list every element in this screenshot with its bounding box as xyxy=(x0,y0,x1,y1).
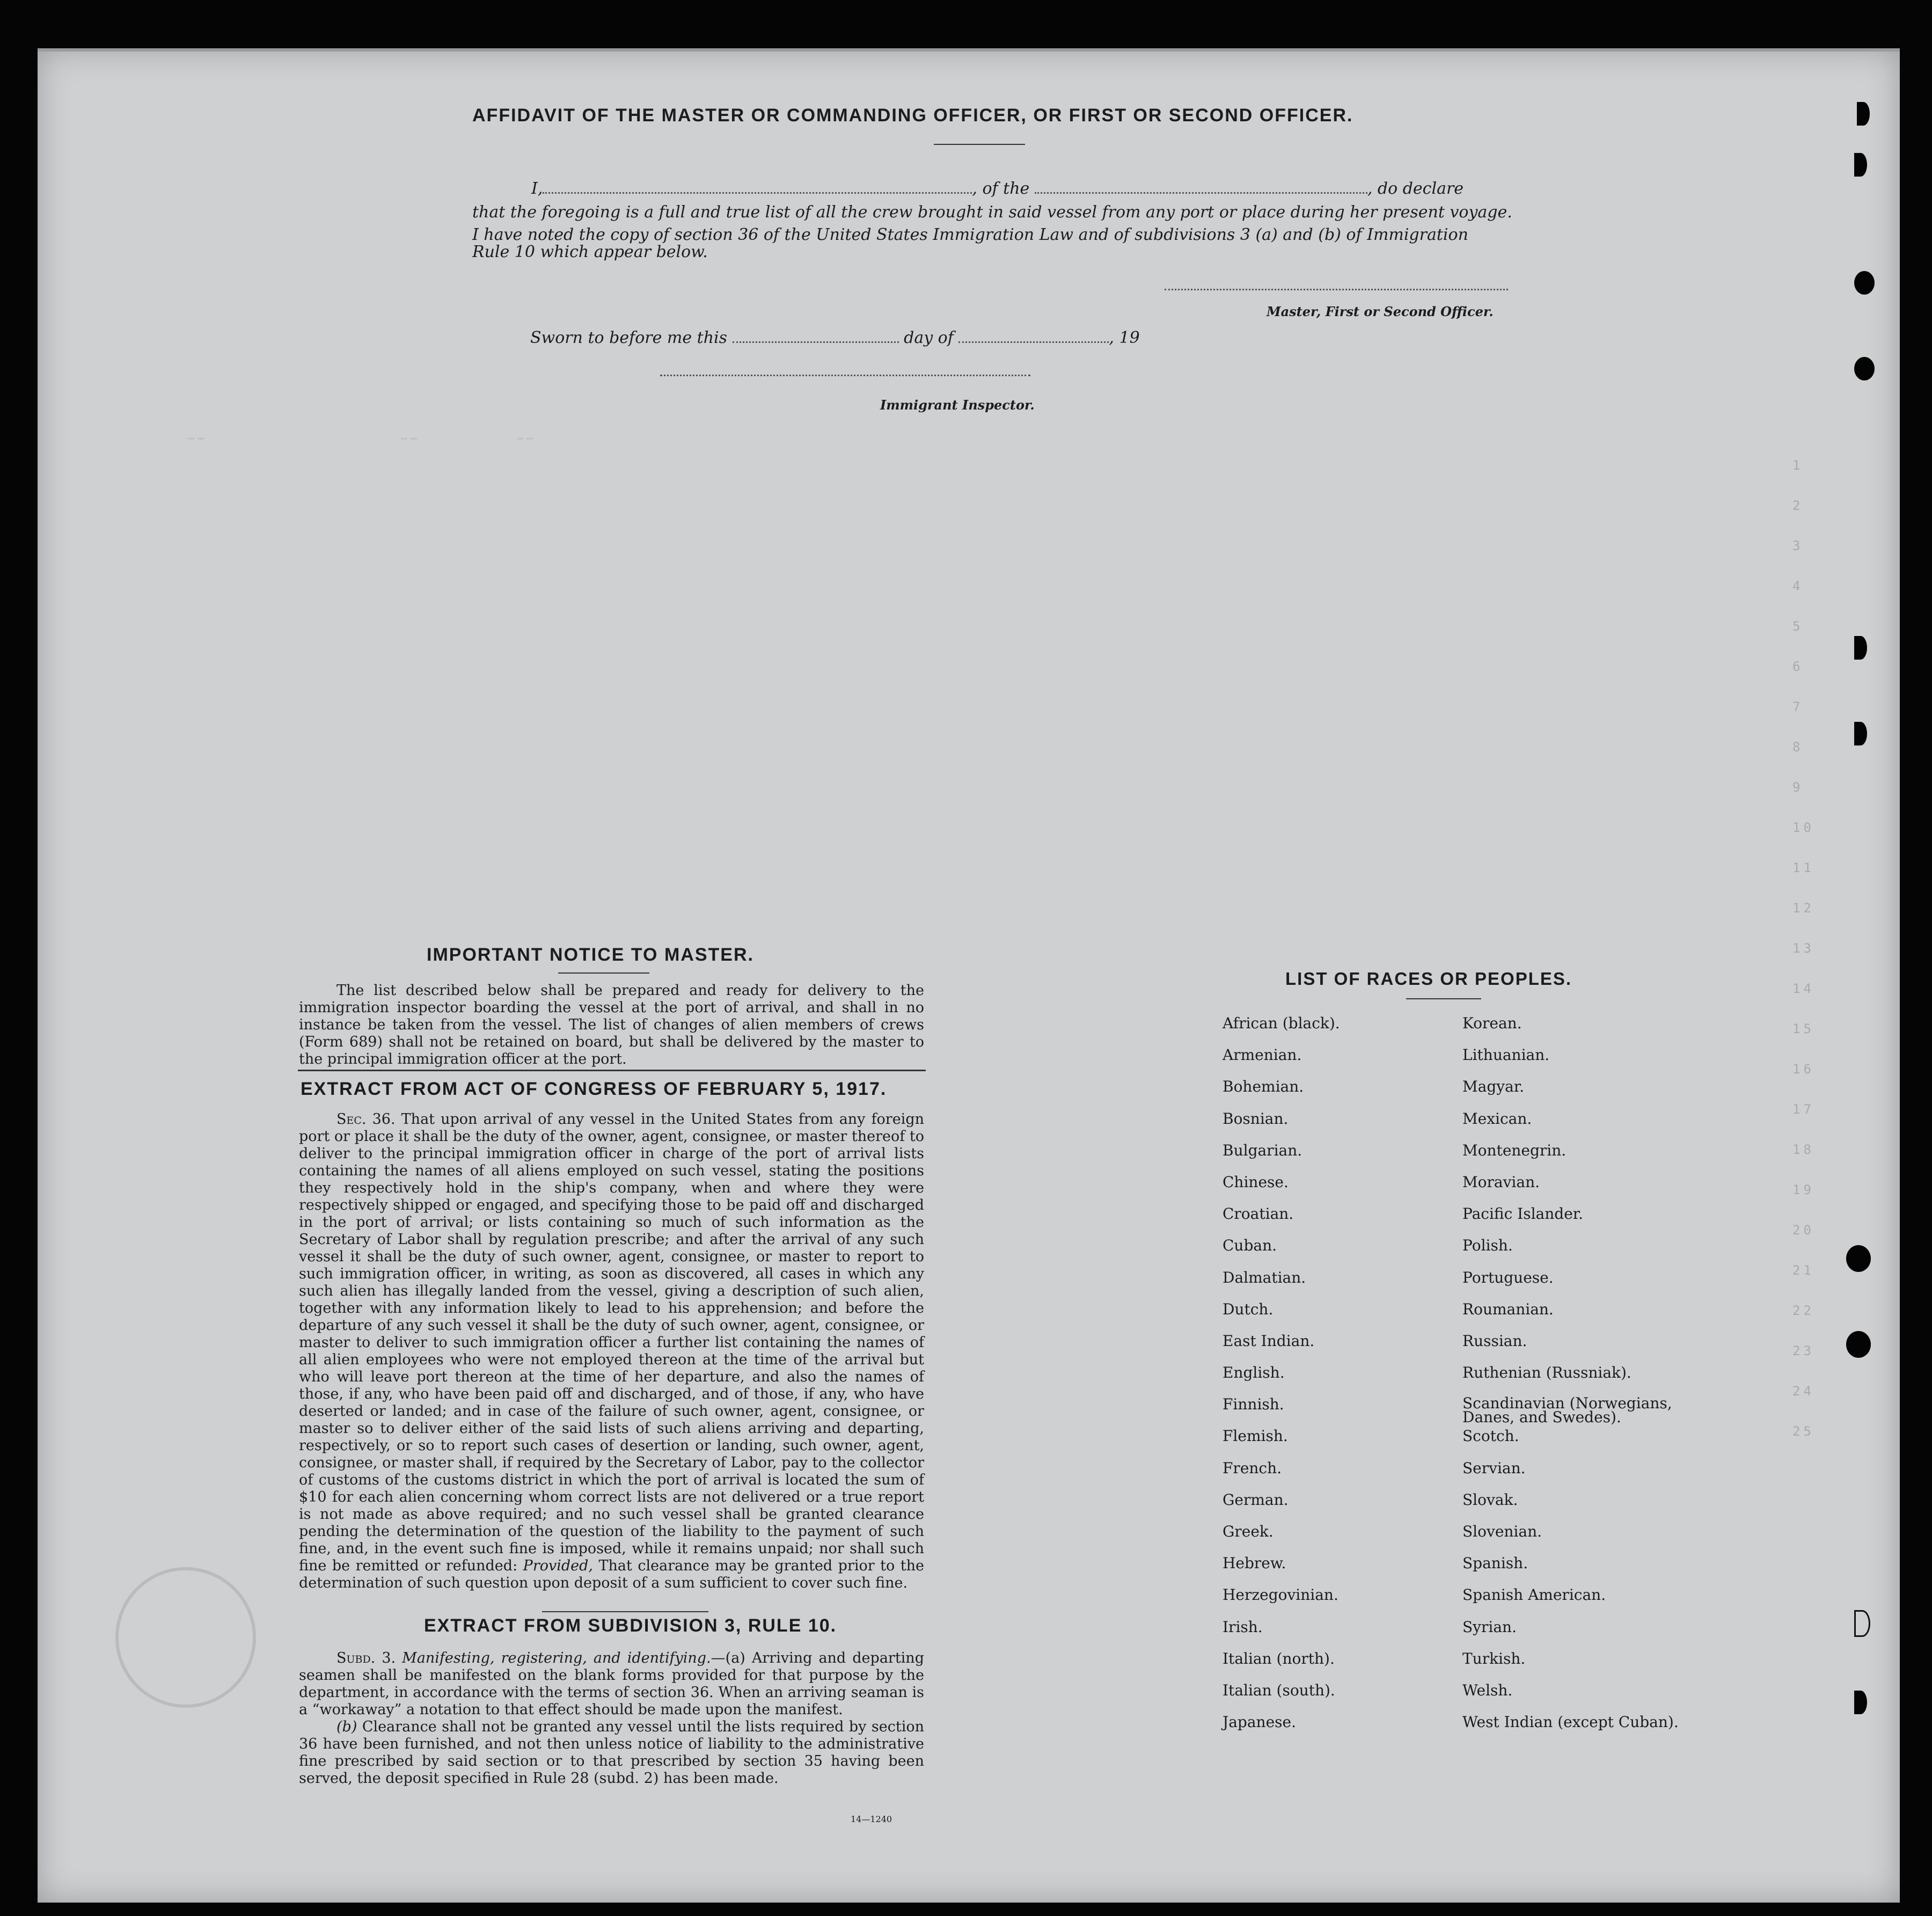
race-item: Portuguese. xyxy=(1462,1268,1554,1286)
notice-underline xyxy=(558,972,649,974)
vessel-name-field[interactable] xyxy=(1035,192,1367,194)
punch-hole-icon xyxy=(1854,722,1867,745)
affidavit-line-4: Rule 10 which appear below. xyxy=(472,243,708,261)
race-item: Scandinavian (Norwegians, Danes, and Swedes). xyxy=(1462,1394,1672,1427)
race-item: Bohemian. xyxy=(1223,1078,1304,1096)
subd-para-b: Clearance shall not be granted any vessel until the lists required by section 36 have been furnished, and not then unless notice of liability to the administrative fine prescribed by said section or to that prescribed by section 35 having been served, the deposit specified in Rule 28 (subd. 2) has been made. xyxy=(299,1718,924,1787)
race-item: Flemish. xyxy=(1223,1427,1288,1445)
race-item: Welsh. xyxy=(1462,1681,1513,1699)
extract-rule-title: EXTRACT FROM SUBDIVISION 3, RULE 10. xyxy=(424,1615,837,1636)
race-item: Italian (north). xyxy=(1223,1649,1335,1668)
seal-stamp xyxy=(115,1567,256,1708)
races-right-column xyxy=(1462,1015,1709,1746)
bleed-through-numbers: 1 2 3 4 5 6 7 8 9 10 11 12 13 14 15 16 17 18 19 20 21 22 23 24 25 xyxy=(1792,458,1814,1439)
punch-hole-icon xyxy=(1846,1331,1871,1358)
day-of-label: day of xyxy=(904,328,954,347)
punch-hole-icon xyxy=(1854,271,1875,295)
race-item: Lithuanian. xyxy=(1462,1046,1550,1064)
race-item: English. xyxy=(1223,1364,1285,1382)
race-item: Mexican. xyxy=(1462,1109,1532,1128)
race-item: Bosnian. xyxy=(1223,1109,1289,1128)
race-item: Scotch. xyxy=(1462,1427,1519,1445)
affidavit-declare-label: , do declare xyxy=(1367,179,1464,198)
race-item: German. xyxy=(1223,1490,1289,1509)
master-signature-field[interactable] xyxy=(1165,289,1508,290)
race-item: Magyar. xyxy=(1462,1078,1525,1096)
affidavit-line-2: that the foregoing is a full and true list of all the crew brought in said vessel from any port or place during her present voyage. xyxy=(472,203,1512,222)
sworn-day-field[interactable] xyxy=(733,341,899,343)
punch-hole-icon xyxy=(1854,153,1867,177)
para-b-label: (b) xyxy=(336,1718,357,1735)
subd-para-a: —(a) Arriving and departing seamen shall be manifested on the blank forms provided for that purpose by the department, in accordance with the terms of section 36. When an arriving seaman is a “workaway” a notation to that effect should be made upon the manifest. xyxy=(299,1650,924,1718)
subd-title: Manifesting, registering, and identifying. xyxy=(402,1650,711,1666)
year-label: , 19 xyxy=(1109,328,1140,347)
inspector-signature-field[interactable] xyxy=(660,375,1030,376)
sworn-line xyxy=(530,328,1140,347)
race-item: Cuban. xyxy=(1223,1237,1277,1255)
punch-hole-icon xyxy=(1854,1610,1870,1637)
races-underline xyxy=(1406,998,1481,999)
race-item: Dutch. xyxy=(1223,1300,1274,1318)
section-36-end: That clearance may be granted prior to the determination of such question upon deposit of a sum sufficient to cover such fine. xyxy=(299,1557,924,1591)
sheet-edge xyxy=(38,48,1900,52)
race-item: Slovenian. xyxy=(1462,1523,1542,1540)
race-item: Armenian. xyxy=(1223,1046,1302,1064)
race-item: Pacific Islander. xyxy=(1462,1205,1583,1223)
races-title: LIST OF RACES OR PEOPLES. xyxy=(1285,969,1572,989)
affidavit-title: AFFIDAVIT OF THE MASTER OR COMMANDING OFFICER, OR FIRST OR SECOND OFFICER. xyxy=(472,105,1353,126)
punch-hole-icon xyxy=(1854,636,1867,660)
subd-label: Subd. 3. xyxy=(336,1650,396,1666)
section-label: Sec. 36. xyxy=(336,1111,396,1128)
race-item: Spanish. xyxy=(1462,1554,1528,1573)
declarant-name-field[interactable] xyxy=(543,192,972,194)
race-item: Roumanian. xyxy=(1462,1300,1554,1318)
race-item: Japanese. xyxy=(1223,1713,1296,1731)
punch-hole-icon xyxy=(1846,1245,1871,1272)
race-item: Italian (south). xyxy=(1223,1681,1335,1699)
race-item: West Indian (except Cuban). xyxy=(1462,1713,1679,1731)
race-item: Polish. xyxy=(1462,1237,1513,1255)
extract-rule-text xyxy=(299,1650,924,1787)
divider xyxy=(542,1611,708,1612)
extract-act-text xyxy=(299,1111,924,1592)
bleed-through-row: …… …… …… xyxy=(188,429,537,442)
race-item: Finnish. xyxy=(1223,1395,1284,1414)
race-item: Dalmatian. xyxy=(1223,1268,1306,1286)
sworn-month-field[interactable] xyxy=(958,341,1109,343)
master-caption: Master, First or Second Officer. xyxy=(1267,304,1494,319)
provided-label: Provided, xyxy=(523,1557,594,1574)
race-item: African (black). xyxy=(1223,1014,1340,1032)
race-item: Slovak. xyxy=(1462,1490,1518,1509)
race-item: East Indian. xyxy=(1223,1332,1315,1350)
extract-act-title: EXTRACT FROM ACT OF CONGRESS OF FEBRUARY 5, 1917. xyxy=(301,1079,887,1099)
affidavit-line-1 xyxy=(531,179,1463,198)
punch-hole-icon xyxy=(1857,102,1870,126)
affidavit-line-3: I have noted the copy of section 36 of the United States Immigration Law and of subdivisions 3 (a) and (b) of Immigration xyxy=(472,225,1468,244)
notice-text: The list described below shall be prepared and ready for delivery to the immigration inspector boarding the vessel at the port of arrival, and shall in no instance be taken from the vessel. The list of changes of alien members of crews (Form 689) shall not be retained on board, but shall be delivered by the master to the principal immigration officer at the port. xyxy=(299,982,924,1067)
race-item: Servian. xyxy=(1462,1459,1526,1477)
sworn-label: Sworn to before me this xyxy=(530,328,728,347)
race-item: Chinese. xyxy=(1223,1173,1289,1191)
section-36-body: That upon arrival of any vessel in the United States from any foreign port or place it shall be the duty of the owner, agent, consignee, or master thereof to deliver to the principal immigration officer in charge of the port of arrival lists containing the names of all aliens employed on such vessel, stating the positions they respectively hold in the ship's company, when and where they were respectively shipped or engaged, and specifying those to be paid off and discharged in the port of arrival; or lists containing so much of such information as the Secretary of Labor shall by regulation prescribe; and after the arrival of any such vessel it shall be the duty of such owner, agent, consignee, or master to report to such immigration officer, in writing, as soon as discovered, all cases in which any such alien has illegally landed from the vessel, giving a description of such alien, together with any information likely to lead to his apprehension; and before the departure of any such vessel it shall be the duty of such owner, agent, consignee, or master to deliver to such immigration officer a further list containing the names of all alien employees who were not employed thereon at the time of the arrival but who will leave port thereon at the time of her departure, and also the names of those, if any, who have been paid off and discharged, and of those, if any, who have deserted or landed; and in case of the failure of such owner, agent, consignee, or master so to deliver either of the said lists of such aliens arriving and departing, respectively, or so to report such cases of desertion or landing, such owner, agent, consignee, or master shall, if required by the Secretary of Labor, pay to the collector of customs of the customs district in which the port of arrival is located the sum of $10 for each alien concerning whom correct lists are not delivered or a true report is not made as above required; and no such vessel shall be granted clearance pending the determination of the question of the liability to the payment of such fine, and, in the event such fine is imposed, while it remains unpaid; nor shall such fine be remitted or refunded: xyxy=(299,1111,924,1574)
race-item: Korean. xyxy=(1462,1014,1522,1032)
inspector-caption: Immigrant Inspector. xyxy=(880,397,1035,413)
divider xyxy=(298,1070,926,1071)
punch-hole-icon xyxy=(1854,357,1875,381)
race-item: Russian. xyxy=(1462,1332,1527,1350)
races-left-column xyxy=(1223,1015,1448,1746)
affidavit-of-the-label: , of the xyxy=(972,179,1030,198)
race-item: Croatian. xyxy=(1223,1205,1294,1223)
race-item: Spanish American. xyxy=(1462,1586,1606,1604)
affidavit-title-underline xyxy=(934,144,1025,145)
race-item: Montenegrin. xyxy=(1462,1141,1567,1159)
form-number: 14—1240 xyxy=(851,1814,892,1824)
race-item: Moravian. xyxy=(1462,1173,1540,1191)
punch-hole-icon xyxy=(1854,1691,1867,1714)
race-item: Greek. xyxy=(1223,1523,1274,1540)
notice-title: IMPORTANT NOTICE TO MASTER. xyxy=(427,945,754,965)
race-item: Hebrew. xyxy=(1223,1554,1286,1573)
race-item: Bulgarian. xyxy=(1223,1141,1302,1159)
race-item: Herzegovinian. xyxy=(1223,1586,1338,1604)
race-item: Turkish. xyxy=(1462,1649,1526,1668)
race-item: Syrian. xyxy=(1462,1618,1517,1636)
affidavit-i-label: I, xyxy=(531,179,543,198)
race-item: French. xyxy=(1223,1459,1282,1477)
race-item: Irish. xyxy=(1223,1618,1263,1636)
race-item: Ruthenian (Russniak). xyxy=(1462,1364,1631,1382)
